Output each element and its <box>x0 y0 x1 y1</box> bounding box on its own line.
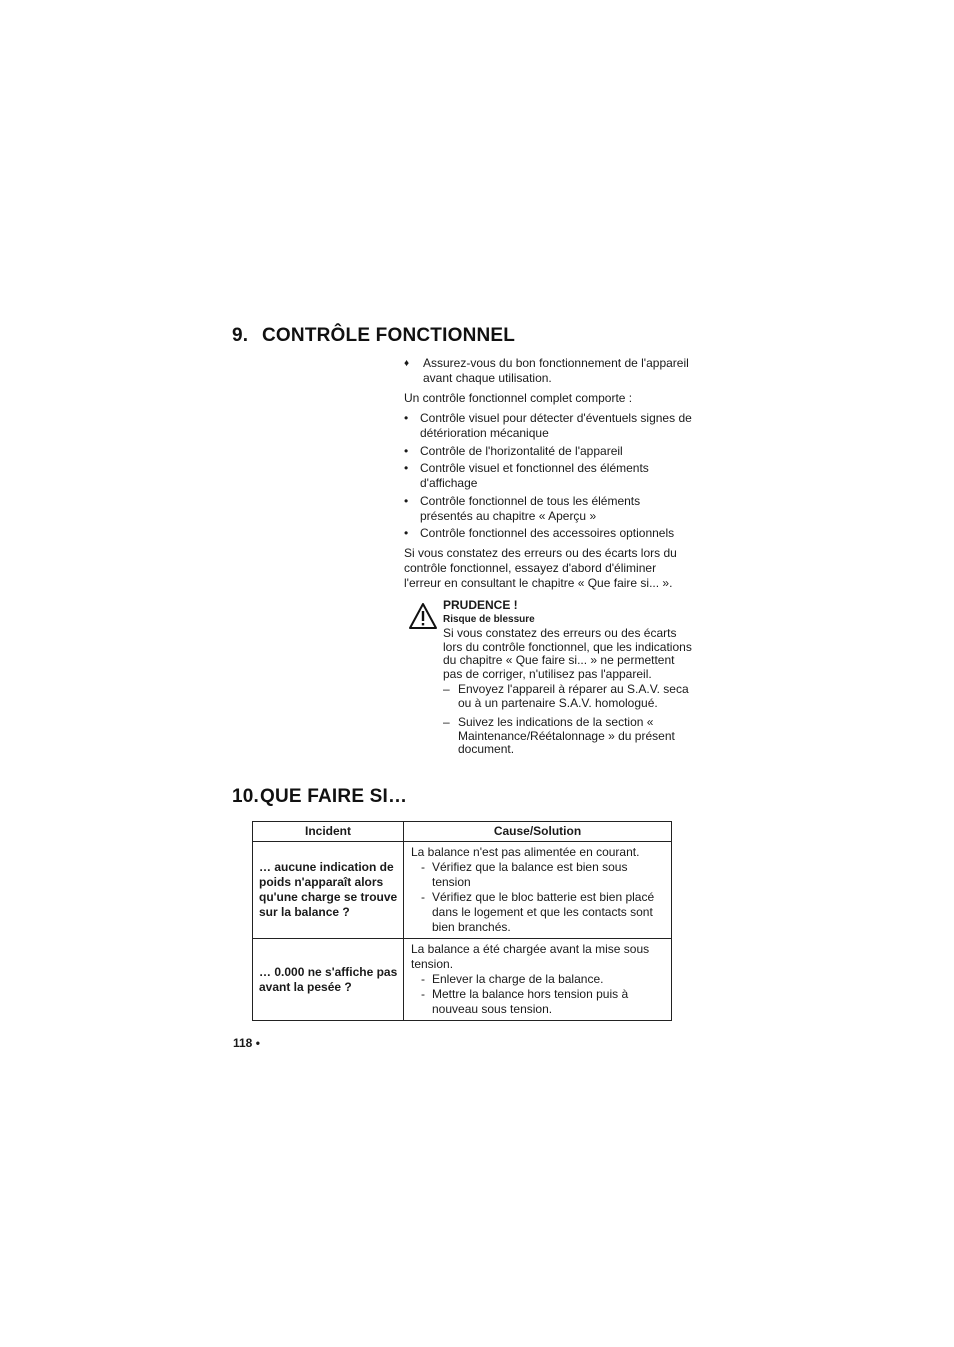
closing-text: Si vous constatez des erreurs ou des écarts lors du contrôle fonctionnel, essayez d'abord d'éliminer l'erreur en consultant le chapitre « Que faire si... ». <box>404 546 677 590</box>
warning-subtitle: Risque de blessure <box>443 614 535 625</box>
warning-action <box>443 683 693 713</box>
bullet-icon: • <box>404 526 409 540</box>
solution-list <box>411 972 669 1017</box>
intro-text: Un contrôle fonctionnel complet comporte : <box>404 391 633 405</box>
section-10-title: QUE FAIRE SI… <box>260 786 408 807</box>
solution-item <box>411 890 669 935</box>
table-header-row <box>253 822 672 842</box>
cause-text: La balance n'est pas alimentée en courant. <box>411 845 640 859</box>
dash-icon: - <box>421 972 425 986</box>
warning-action <box>443 716 693 758</box>
list-item-text: Contrôle visuel et fonctionnel des éléments d'affichage <box>420 461 649 490</box>
solution-item <box>411 860 669 890</box>
solution-item <box>411 972 669 987</box>
table-row <box>253 939 672 1021</box>
list-item <box>404 444 694 460</box>
dash-icon: - <box>421 860 425 874</box>
list-item-text: Contrôle fonctionnel de tous les éléments présentés au chapitre « Aperçu » <box>420 494 641 523</box>
incident-cell: … aucune indication de poids n'apparaît alors qu'une charge se trouve sur la balance ? <box>253 842 404 939</box>
bullet-icon: • <box>404 494 409 508</box>
warning-triangle-icon <box>408 602 438 630</box>
list-item <box>404 526 694 542</box>
cause-cell <box>404 842 672 939</box>
bullet-icon: • <box>404 461 409 475</box>
bullet-icon: • <box>404 411 409 425</box>
list-item-text: Contrôle fonctionnel des accessoires optionnels <box>420 526 675 540</box>
diamond-item <box>404 356 694 388</box>
list-item <box>404 461 694 493</box>
dash-icon: – <box>443 715 450 729</box>
solution-list <box>411 860 669 935</box>
solution-text: Mettre la balance hors tension puis à nouveau sous tension. <box>432 987 629 1016</box>
cause-text: La balance a été chargée avant la mise sous tension. <box>411 942 650 971</box>
table-row <box>253 842 672 939</box>
dash-icon: - <box>421 890 425 904</box>
list-item <box>404 494 694 526</box>
warning-action-text: Envoyez l'appareil à réparer au S.A.V. seca ou à un partenaire S.A.V. homologué. <box>458 682 689 710</box>
bullet-icon: • <box>404 444 409 458</box>
section-9-heading <box>232 325 515 347</box>
column-header-incident: Incident <box>253 822 404 842</box>
warning-action-text: Suivez les indications de la section « Maintenance/Réétalonnage » du présent document. <box>458 715 675 756</box>
section-10-number: 10. <box>232 786 260 807</box>
solution-item <box>411 987 669 1017</box>
list-item-text: Contrôle de l'horizontalité de l'appareil <box>420 444 623 458</box>
dash-icon: – <box>443 682 450 696</box>
section-9-number: 9. <box>232 325 249 346</box>
diamond-item-text: Assurez-vous du bon fonctionnement de l'appareil avant chaque utilisation. <box>423 356 689 385</box>
page-number: 118 • <box>233 1036 260 1050</box>
column-header-cause: Cause/Solution <box>404 822 672 842</box>
cause-cell <box>404 939 672 1021</box>
troubleshooting-table <box>252 821 672 1021</box>
section-9-title: CONTRÔLE FONCTIONNEL <box>262 325 516 346</box>
list-item <box>404 411 694 443</box>
incident-cell: … 0.000 ne s'affiche pas avant la pesée ? <box>253 939 404 1021</box>
section-10-heading <box>232 786 407 808</box>
solution-text: Vérifiez que le bloc batterie est bien placé dans le logement et que les contacts sont bien branchés. <box>432 890 655 934</box>
diamond-icon: ♦ <box>404 358 410 369</box>
warning-title: PRUDENCE ! <box>443 598 518 612</box>
warning-text: Si vous constatez des erreurs ou des écarts lors du contrôle fonctionnel, que les indications du chapitre « Que faire si... » ne permettent pas de corriger, n'utilisez pas l'appareil. <box>443 626 692 681</box>
solution-text: Enlever la charge de la balance. <box>432 972 604 986</box>
list-item-text: Contrôle visuel pour détecter d'éventuels signes de détérioration mécanique <box>420 411 692 440</box>
dash-icon: - <box>421 987 425 1001</box>
solution-text: Vérifiez que la balance est bien sous tension <box>432 860 628 889</box>
